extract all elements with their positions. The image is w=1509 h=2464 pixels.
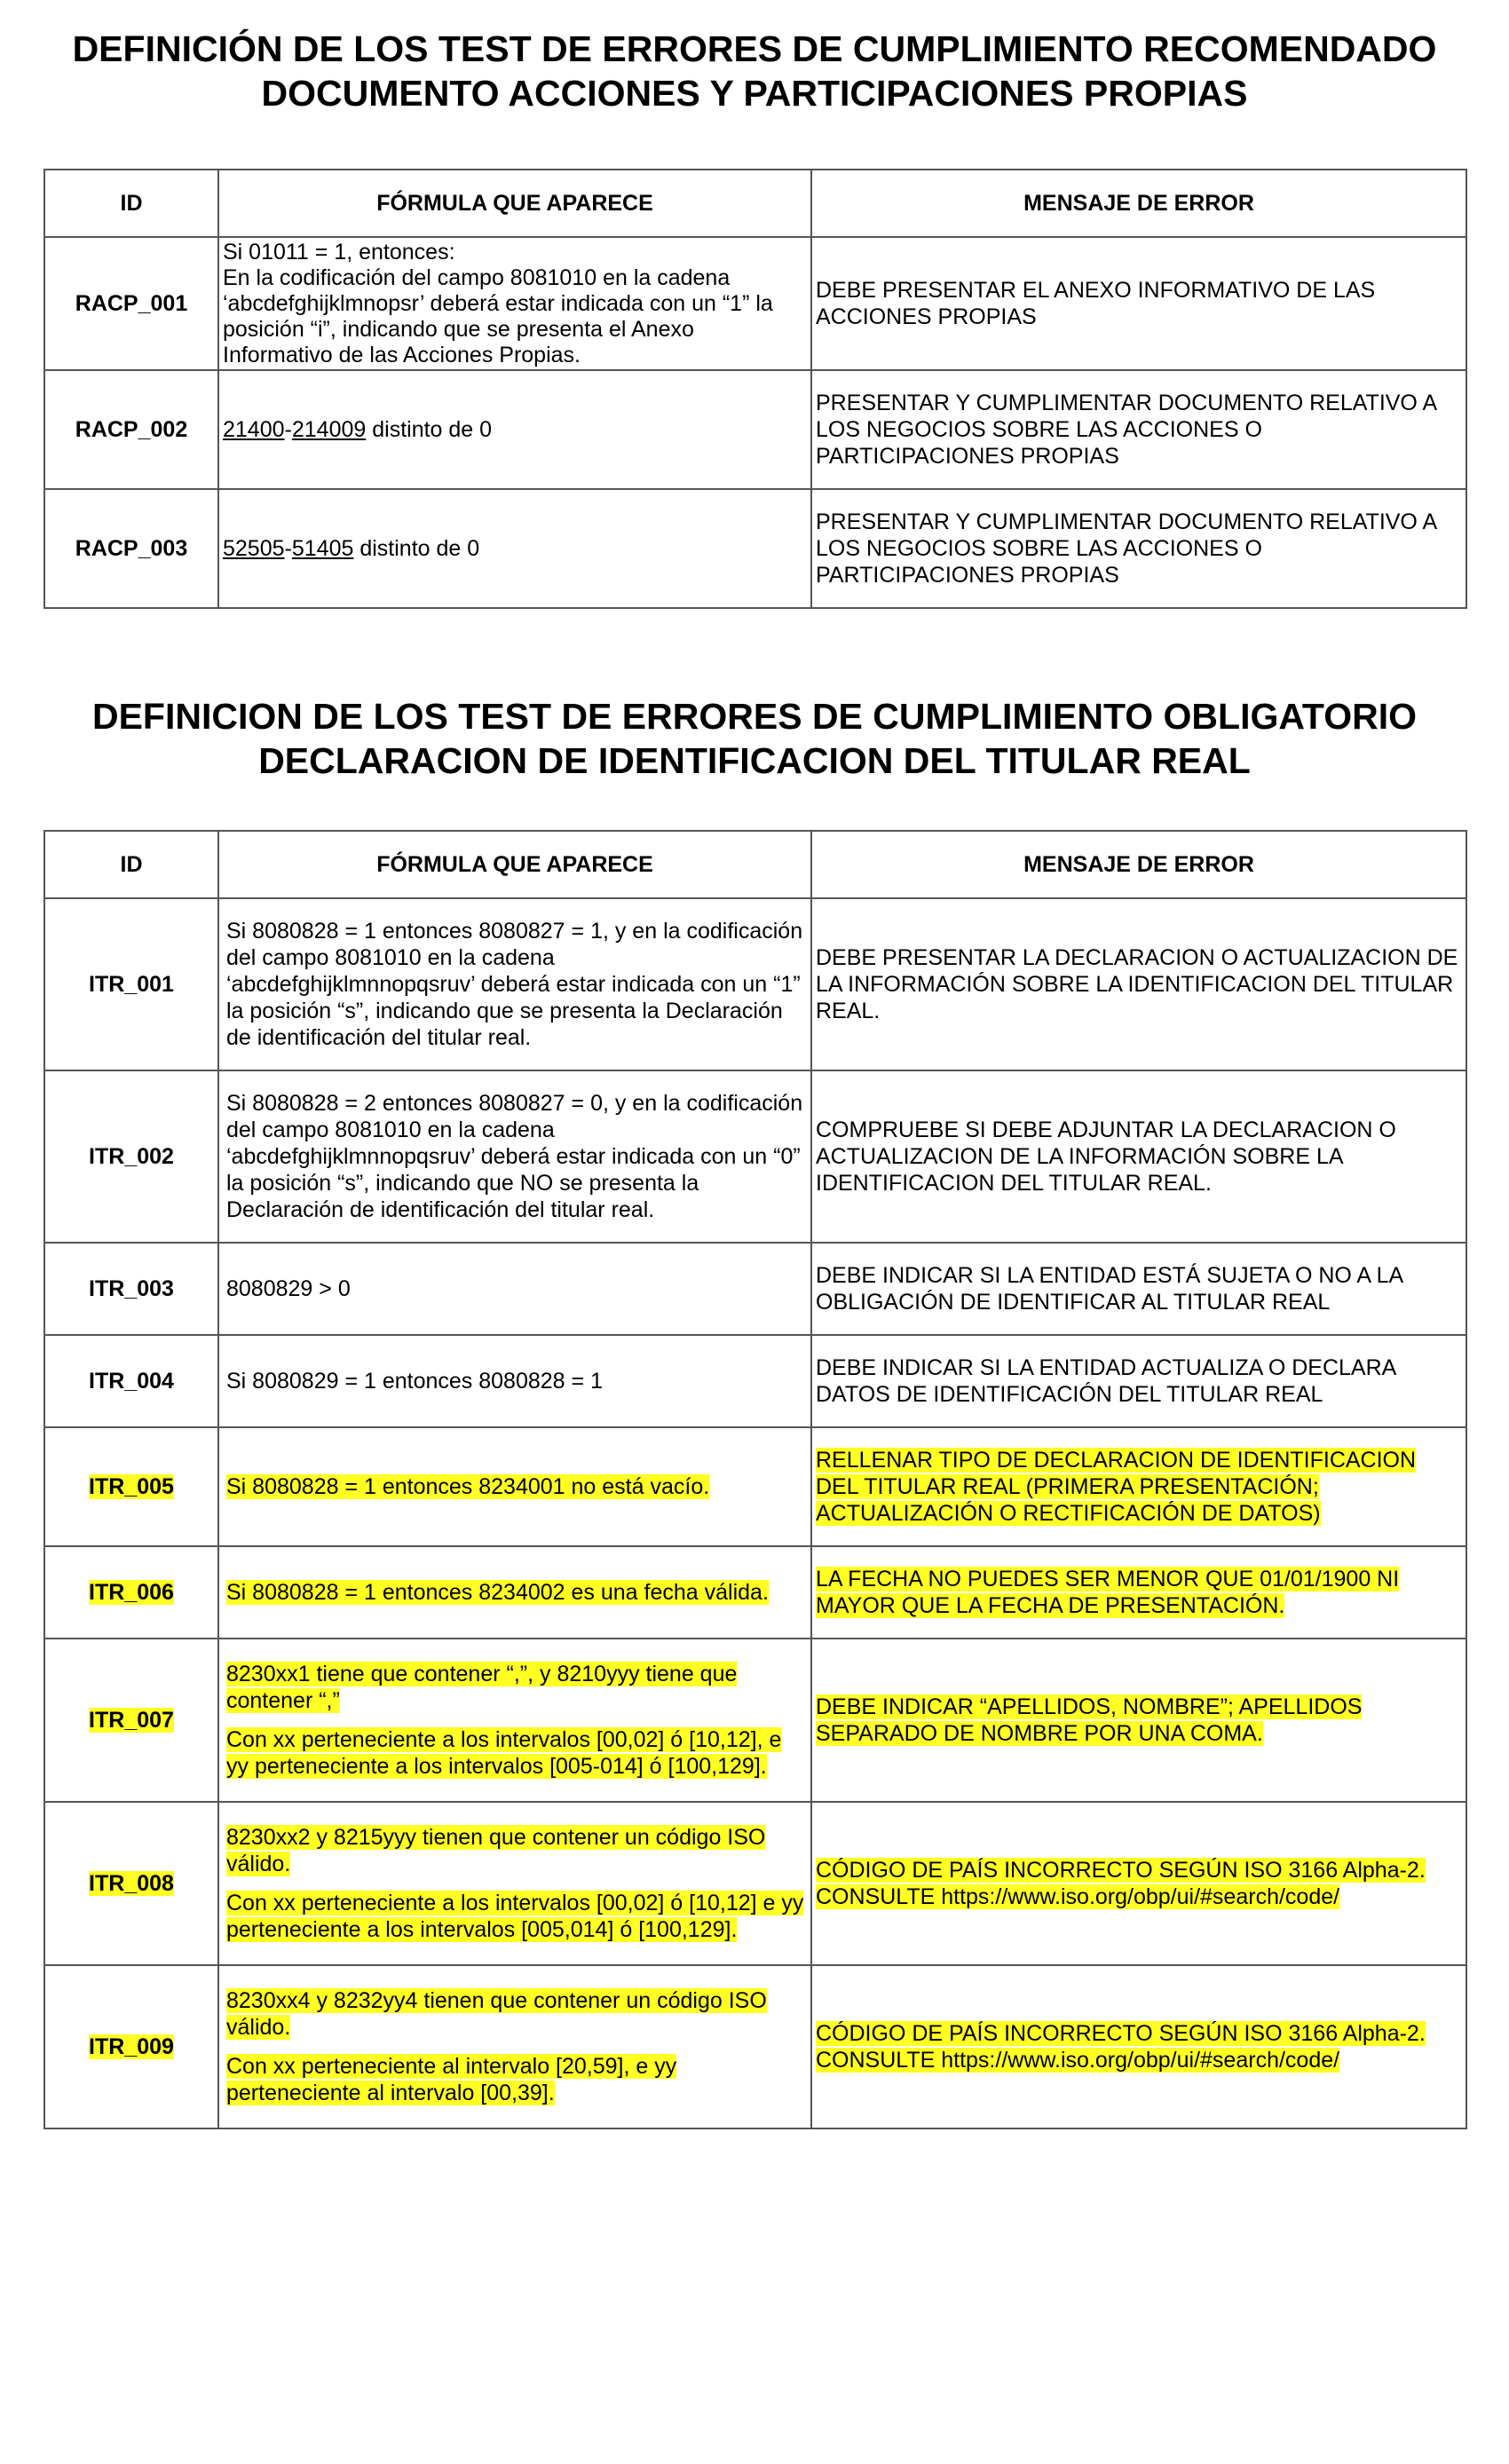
row-id: [44, 1546, 218, 1639]
row-id-text: ITR_005: [89, 1474, 174, 1499]
message-text: DEBE INDICAR “APELLIDOS, NOMBRE”; APELLIDOS SEPARADO DE NOMBRE POR UNA COMA.: [816, 1694, 1363, 1746]
formula-range-block: [226, 1726, 807, 1780]
table-header-row: [44, 170, 1466, 237]
row-id: ITR_003: [44, 1243, 218, 1335]
table-row: [44, 489, 1466, 608]
row-message: DEBE INDICAR SI LA ENTIDAD ESTÁ SUJETA O NO A LA OBLIGACIÓN DE IDENTIFICAR AL TITULAR REAL: [811, 1243, 1466, 1335]
message-text: RELLENAR TIPO DE DECLARACION DE IDENTIFICACION DEL TITULAR REAL (PRIMERA PRESENTACIÓN; ACTUALIZACIÓN O RECTIFICACIÓN DE DATOS): [816, 1448, 1417, 1526]
recommended-tests-table: [43, 169, 1467, 609]
formula-condition-block: [226, 1661, 807, 1714]
row-id: [44, 1802, 218, 1965]
row-message: PRESENTAR Y CUMPLIMENTAR DOCUMENTO RELATIVO A LOS NEGOCIOS SOBRE LAS ACCIONES O PARTICIPACIONES PROPIAS: [811, 489, 1466, 608]
formula-condition-block: [226, 1987, 807, 2041]
table-row: [44, 1243, 1466, 1335]
formula-range-block: [226, 1890, 807, 1943]
row-formula: [218, 1802, 811, 1965]
row-message: DEBE PRESENTAR EL ANEXO INFORMATIVO DE LAS ACCIONES PROPIAS: [811, 237, 1466, 370]
message-text: CÓDIGO DE PAÍS INCORRECTO SEGÚN ISO 3166 Alpha-2. CONSULTE https://www.iso.org/obp/ui/#search/code/: [816, 1858, 1426, 1909]
row-id: RACP_002: [44, 370, 218, 489]
header-formula: FÓRMULA QUE APARECE: [218, 170, 811, 237]
formula-text: Con xx perteneciente al intervalo [20,59], e yy perteneciente al intervalo [00,39].: [226, 2054, 677, 2105]
table-row: [44, 1427, 1466, 1546]
section2-title: [0, 694, 1509, 783]
row-formula: [218, 370, 811, 489]
row-formula: [218, 1639, 811, 1802]
formula-field-b: 214009: [291, 417, 367, 442]
row-formula: Si 8080828 = 2 entonces 8080827 = 0, y en la codificación del campo 8081010 en la cadena ‘abcdefghijklmnnopqsruv’ deberá estar indicada con un “0” la posición “s”, indicando que NO se presenta la Declaración de identificación del titular real.: [218, 1070, 811, 1243]
row-id: RACP_001: [44, 237, 218, 370]
header-formula: FÓRMULA QUE APARECE: [218, 831, 811, 898]
section1-title-line2: DOCUMENTO ACCIONES Y PARTICIPACIONES PROPIAS: [261, 73, 1248, 114]
table-row: [44, 1965, 1466, 2128]
row-formula: [218, 1546, 811, 1639]
row-message: [811, 1639, 1466, 1802]
table-row: [44, 370, 1466, 489]
row-message: [811, 1546, 1466, 1639]
formula-separator: -: [284, 417, 292, 442]
formula-text: Con xx perteneciente a los intervalos [00,02] ó [10,12] e yy perteneciente a los intervalos [005,014] ó [100,129].: [226, 1891, 804, 1942]
row-id: ITR_004: [44, 1335, 218, 1427]
row-message: [811, 1965, 1466, 2128]
formula-separator: -: [284, 536, 292, 561]
header-id: ID: [44, 170, 218, 237]
formula-condition: distinto de 0: [353, 536, 480, 561]
mandatory-tests-table: [43, 830, 1467, 2129]
formula-field-a: 21400: [223, 417, 285, 442]
table-header-row: [44, 831, 1466, 898]
message-text: CÓDIGO DE PAÍS INCORRECTO SEGÚN ISO 3166 Alpha-2. CONSULTE https://www.iso.org/obp/ui/#search/code/: [816, 2021, 1426, 2073]
row-message: [811, 1427, 1466, 1546]
section2-title-line2: DECLARACION DE IDENTIFICACION DEL TITULAR REAL: [258, 740, 1251, 781]
row-formula: Si 8080829 = 1 entonces 8080828 = 1: [218, 1335, 811, 1427]
formula-condition: distinto de 0: [366, 417, 493, 442]
table-row: [44, 1546, 1466, 1639]
table-row: [44, 1639, 1466, 1802]
row-id: [44, 1965, 218, 2128]
header-message: MENSAJE DE ERROR: [811, 170, 1466, 237]
section2-title-line1: DEFINICION DE LOS TEST DE ERRORES DE CUMPLIMIENTO OBLIGATORIO: [91, 696, 1418, 737]
row-message: DEBE PRESENTAR LA DECLARACION O ACTUALIZACION DE LA INFORMACIÓN SOBRE LA IDENTIFICACION DEL TITULAR REAL.: [811, 898, 1466, 1070]
row-formula: [218, 237, 811, 370]
row-formula: 8080829 > 0: [218, 1243, 811, 1335]
table-row: [44, 898, 1466, 1070]
formula-text: 8230xx4 y 8232yy4 tienen que contener un código ISO válido.: [226, 1988, 767, 2040]
row-id-text: ITR_008: [89, 1871, 174, 1896]
row-message: DEBE INDICAR SI LA ENTIDAD ACTUALIZA O DECLARA DATOS DE IDENTIFICACIÓN DEL TITULAR REAL: [811, 1335, 1466, 1427]
row-formula: [218, 1427, 811, 1546]
row-id: ITR_001: [44, 898, 218, 1070]
row-id: [44, 1639, 218, 1802]
row-formula: [218, 489, 811, 608]
row-formula: [218, 1965, 811, 2128]
row-message: COMPRUEBE SI DEBE ADJUNTAR LA DECLARACION O ACTUALIZACION DE LA INFORMACIÓN SOBRE LA IDENTIFICACION DEL TITULAR REAL.: [811, 1070, 1466, 1243]
table-row: [44, 1070, 1466, 1243]
formula-range-block: [226, 2053, 807, 2106]
row-id-text: ITR_006: [89, 1580, 174, 1605]
formula-text: Si 01011 = 1, entonces: En la codificación del campo 8081010 en la cadena ‘abcdefghijklmnopsr’ deberá estar indicada con un “1” la posición “i”, indicando que se presenta el Anexo Informativo de las Acciones Propias.: [223, 240, 773, 367]
formula-text: Con xx perteneciente a los intervalos [00,02] ó [10,12], e yy perteneciente a los intervalos [005-014] ó [100,129].: [226, 1727, 782, 1779]
table-row: [44, 1335, 1466, 1427]
formula-condition-block: [226, 1824, 807, 1877]
row-message: PRESENTAR Y CUMPLIMENTAR DOCUMENTO RELATIVO A LOS NEGOCIOS SOBRE LAS ACCIONES O PARTICIPACIONES PROPIAS: [811, 370, 1466, 489]
section1-title-line1: DEFINICIÓN DE LOS TEST DE ERRORES DE CUMPLIMIENTO RECOMENDADO: [72, 28, 1437, 69]
section1-title: [0, 27, 1509, 115]
formula-field-b: 51405: [291, 536, 354, 561]
message-text: LA FECHA NO PUEDES SER MENOR QUE 01/01/1900 NI MAYOR QUE LA FECHA DE PRESENTACIÓN.: [816, 1567, 1400, 1618]
formula-text: 8230xx1 tiene que contener “,”, y 8210yyy tiene que contener “,”: [226, 1662, 738, 1713]
table-row: [44, 1802, 1466, 1965]
row-id-text: ITR_007: [89, 1708, 174, 1733]
header-message: MENSAJE DE ERROR: [811, 831, 1466, 898]
header-id: ID: [44, 831, 218, 898]
row-id-text: ITR_009: [89, 2034, 174, 2059]
row-id: ITR_002: [44, 1070, 218, 1243]
row-formula: Si 8080828 = 1 entonces 8080827 = 1, y en la codificación del campo 8081010 en la cadena ‘abcdefghijklmnnopqsruv’ deberá estar indicada con un “1” la posición “s”, indicando que se presenta la Declaración de identificación del titular real.: [218, 898, 811, 1070]
formula-text: Si 8080828 = 1 entonces 8234002 es una fecha válida.: [226, 1580, 769, 1605]
formula-text: 8230xx2 y 8215yyy tienen que contener un código ISO válido.: [226, 1825, 766, 1876]
row-id: [44, 1427, 218, 1546]
formula-field-a: 52505: [223, 536, 285, 561]
table-row: [44, 237, 1466, 370]
row-id: RACP_003: [44, 489, 218, 608]
formula-text: Si 8080828 = 1 entonces 8234001 no está vacío.: [226, 1474, 710, 1499]
row-message: [811, 1802, 1466, 1965]
